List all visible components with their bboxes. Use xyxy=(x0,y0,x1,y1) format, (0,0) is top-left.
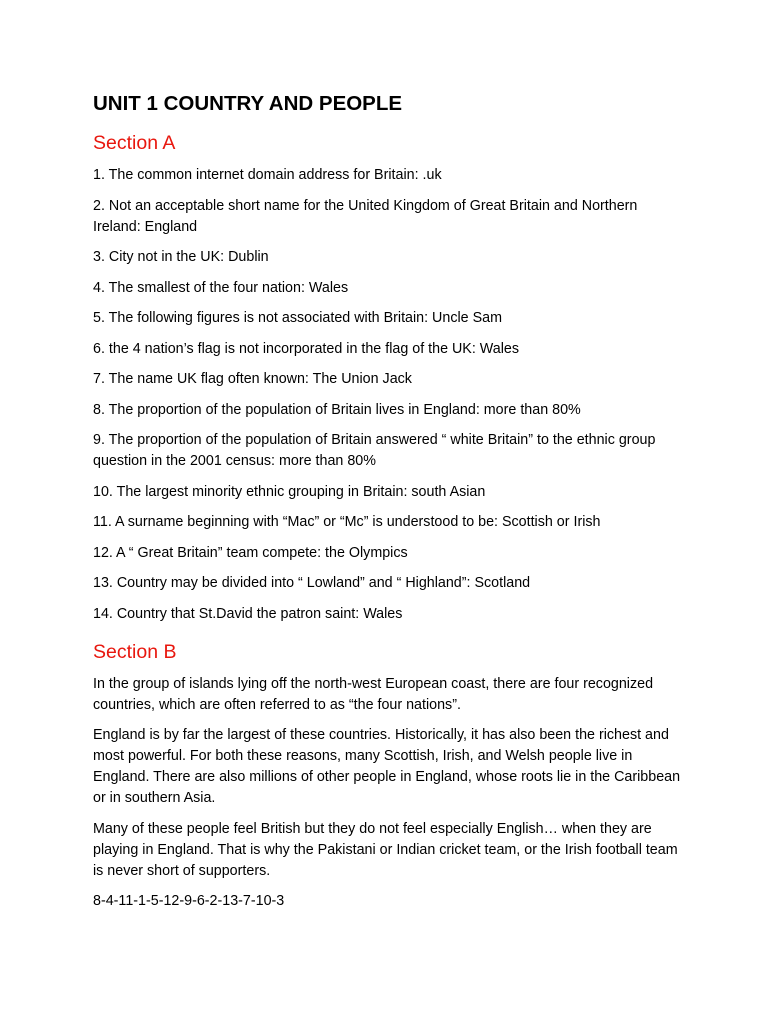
question-item-13: 13. Country may be divided into “ Lowland” and “ Highland”: Scotland xyxy=(93,575,531,591)
question-item-2: 2. Not an acceptable short name for the United Kingdom of Great Britain and Northern Ireland: England xyxy=(93,197,638,235)
section-a-heading: Section A xyxy=(93,132,176,154)
question-item-12: 12. A “ Great Britain” team compete: the Olympics xyxy=(93,544,408,561)
section-b-paragraph-3: Many of these people feel British but they do not feel especially English… when they are playing in England. That is why the Pakistani or Indian cricket team, or the Irish football team is never short of supporters. xyxy=(93,820,678,879)
section-a-question-list xyxy=(93,165,683,625)
question-item-11: 11. A surname beginning with “Mac” or “Mc” is understood to be: Scottish or Irish xyxy=(93,514,601,530)
question-item-14: 14. Country that St.David the patron saint: Wales xyxy=(93,605,403,622)
question-item-4: 4. The smallest of the four nation: Wales xyxy=(93,279,349,296)
question-item-3: 3. City not in the UK: Dublin xyxy=(93,249,269,265)
question-item-10: 10. The largest minority ethnic grouping in Britain: south Asian xyxy=(93,483,486,500)
answer-sequence: 8-4-11-1-5-12-9-6-2-13-7-10-3 xyxy=(93,893,285,909)
page-title: UNIT 1 COUNTRY AND PEOPLE xyxy=(93,92,403,115)
question-item-1: 1. The common internet domain address for Britain: .uk xyxy=(93,167,442,183)
question-item-7: 7. The name UK flag often known: The Union Jack xyxy=(93,371,412,387)
section-b-heading: Section B xyxy=(93,640,177,663)
question-item-9: 9. The proportion of the population of Britain answered “ white Britain” to the ethnic group question in the 2001 census: more than 80% xyxy=(93,432,656,469)
question-item-8: 8. The proportion of the population of Britain lives in England: more than 80% xyxy=(93,401,581,418)
section-b-paragraph-2: England is by far the largest of these countries. Historically, it has also been the richest and most powerful. For both these reasons, many Scottish, Irish, and Welsh people live in England. There are also millions of other people in England, whose roots lie in the Caribbean or in southern Asia. xyxy=(93,727,681,806)
question-item-6: 6. the 4 nation’s flag is not incorporated in the flag of the UK: Wales xyxy=(93,340,519,357)
document-content xyxy=(93,90,683,912)
section-b-paragraph-1: In the group of islands lying off the north-west European coast, there are four recognized countries, which are often referred to as “the four nations”. xyxy=(93,675,654,713)
question-item-5: 5. The following figures is not associated with Britain: Uncle Sam xyxy=(93,310,502,326)
